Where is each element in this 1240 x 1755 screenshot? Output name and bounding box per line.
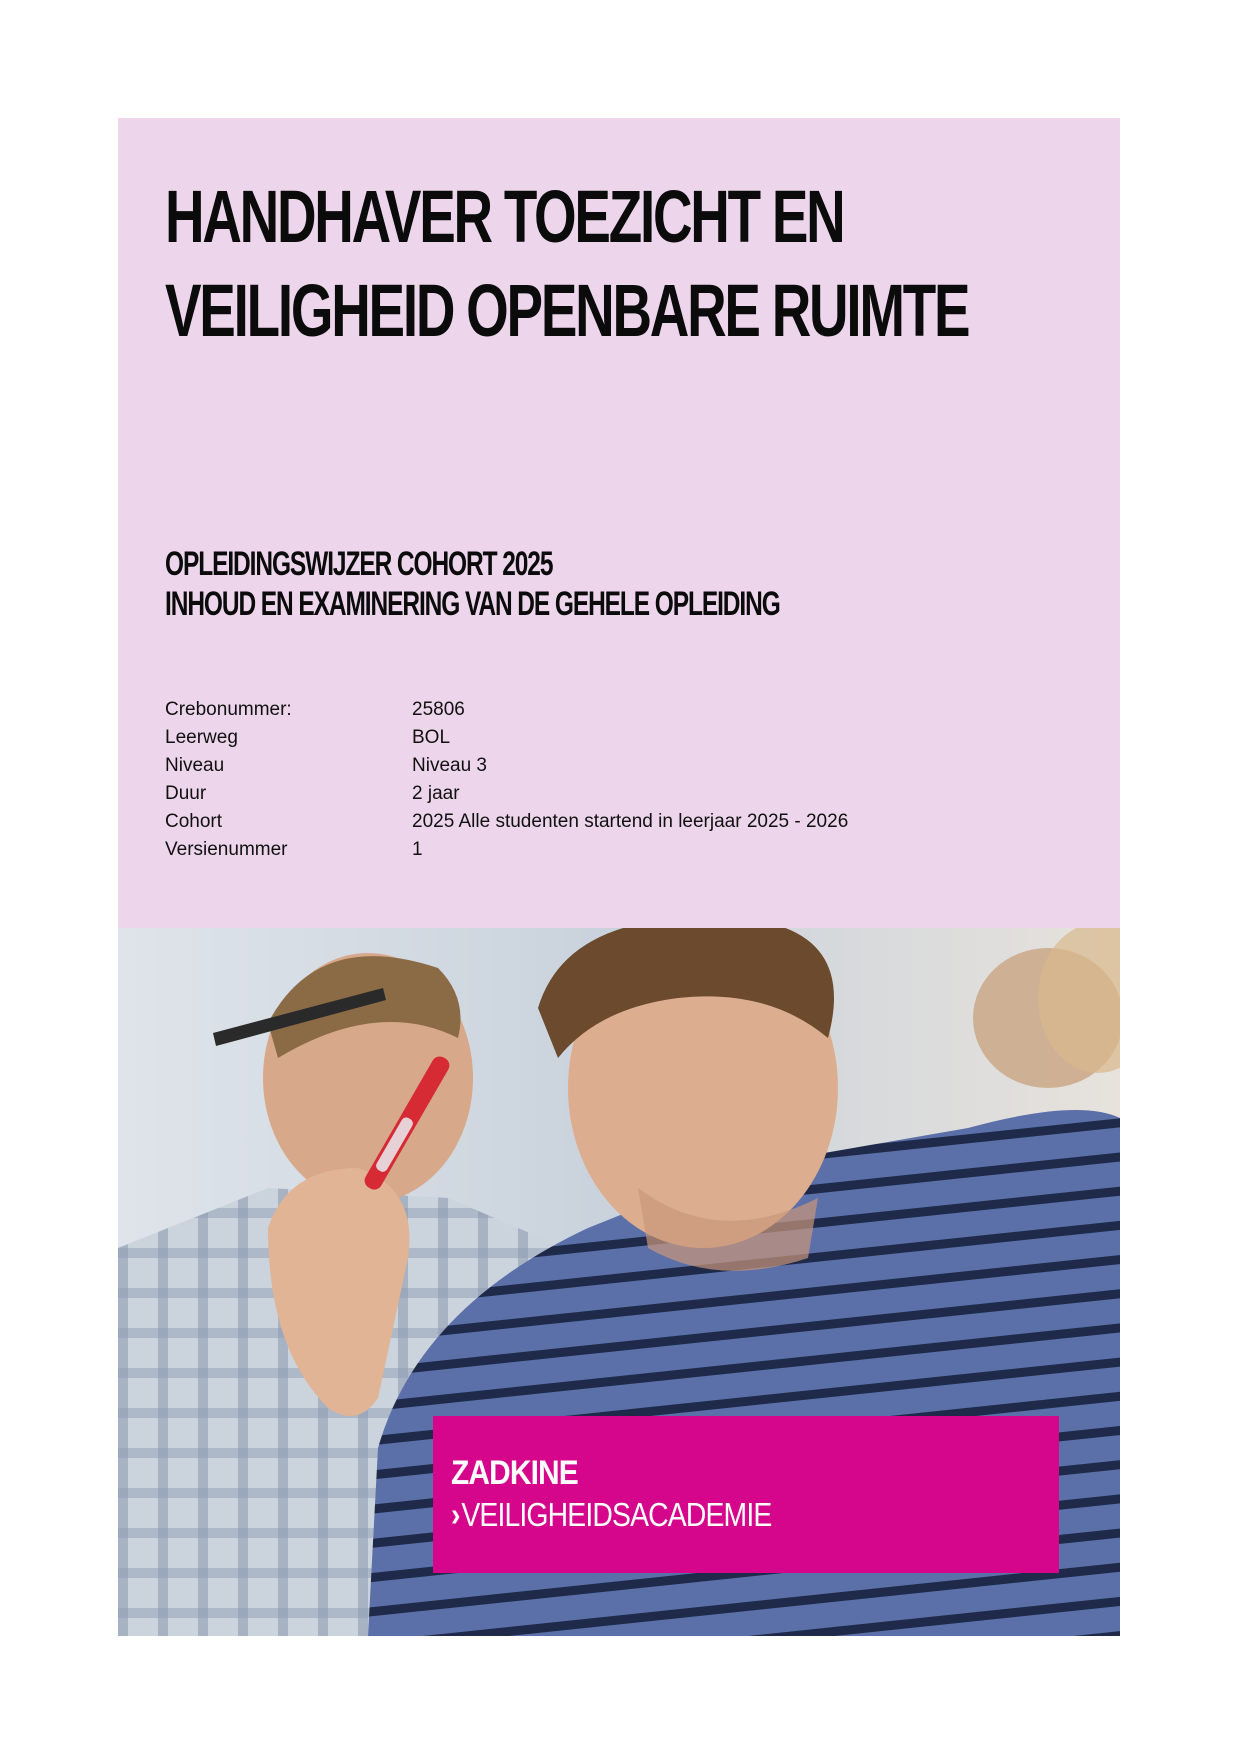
details-row [165,808,848,836]
cover-page [118,118,1120,1636]
details-table [165,696,848,864]
title-panel [118,118,1120,928]
detail-value: 25806 [412,699,465,720]
detail-value: 1 [412,839,423,860]
detail-value: BOL [412,727,451,748]
details-row [165,696,848,724]
brand-logo-box [433,1416,1059,1573]
detail-label: Cohort [165,811,223,832]
detail-label: Niveau [165,755,225,776]
brand-subtitle-text: VEILIGHEIDSACADEMIE [461,1496,772,1533]
detail-label: Crebonummer: [165,699,292,720]
detail-label: Leerweg [165,727,238,748]
document-title [165,170,968,358]
brand-name: ZADKINE [451,1454,578,1492]
detail-label: Versienummer [165,839,288,860]
document-subtitle [165,544,780,624]
detail-value: 2 jaar [412,783,460,804]
details-row [165,836,848,864]
details-row [165,724,848,752]
brand-subtitle [451,1496,771,1534]
document-title-line-2: VEILIGHEID OPENBARE RUIMTE [165,269,969,352]
document-title-line-1: HANDHAVER TOEZICHT EN [165,175,844,258]
detail-value: Niveau 3 [412,755,487,776]
details-row [165,780,848,808]
document-subtitle-line-1: OPLEIDINGSWIJZER COHORT 2025 [165,545,553,583]
details-row [165,752,848,780]
chevron-right-icon: › [451,1496,460,1533]
document-subtitle-line-2: INHOUD EN EXAMINERING VAN DE GEHELE OPLEIDING [165,585,780,623]
detail-value: 2025 Alle studenten startend in leerjaar 2025 - 2026 [412,811,849,832]
detail-label: Duur [165,783,207,804]
